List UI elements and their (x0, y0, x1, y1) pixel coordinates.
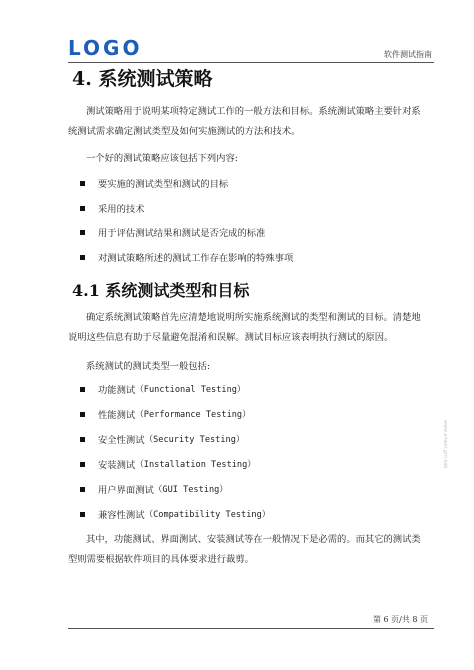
list-item (80, 457, 256, 471)
list-item (80, 407, 251, 421)
list-item-text: 采用的技术 (98, 204, 145, 215)
section-paragraph: 测试策略用于说明某项特定测试工作的一般方法和目标。系统测试策略主要针对系统测试需求确定测试类型及如何实施测试的方法和技术。 (68, 106, 421, 137)
test-type-name: 安全性测试 (98, 435, 145, 446)
list-item (80, 482, 228, 496)
page-header (68, 36, 434, 63)
list-item-text: 对测试策略所述的测试工作存在影响的特殊事项 (98, 253, 294, 264)
header-doc-title: 软件测试指南 (384, 50, 432, 59)
watermark: www.anwei.gm.kab (442, 420, 448, 469)
section-intro: 一个好的测试策略应该包括下列内容: (86, 153, 238, 164)
subsection-paragraph: 确定系统测试策略首先应清楚地说明所实施系统测试的类型和测试的目标。清楚地说明这些信息有助于尽量避免混淆和误解。测试目标应该表明执行测试的原因。 (68, 312, 421, 343)
test-type-english: （Security Testing） (144, 435, 245, 445)
list-item (80, 201, 145, 215)
bullet-icon (80, 255, 85, 260)
list-item (80, 250, 293, 264)
bullet-icon (80, 412, 85, 417)
test-type-english: （Installation Testing） (135, 460, 256, 470)
list-item (80, 225, 265, 239)
bullet-icon (80, 206, 85, 211)
subsection-title: 4.1 系统测试类型和目标 (72, 281, 250, 300)
test-type-name: 性能测试 (98, 410, 136, 421)
logo: LOGO (68, 36, 143, 60)
page-number: 第 6 页/共 8 页 (372, 615, 428, 624)
test-type-english: （Functional Testing） (135, 385, 246, 395)
bullet-icon (80, 181, 85, 186)
test-type-name: 功能测试 (98, 385, 136, 396)
list-item (80, 432, 244, 446)
bullet-icon (80, 230, 85, 235)
subsection-intro: 系统测试的测试类型一般包括: (86, 361, 210, 372)
test-type-name: 安装测试 (98, 460, 136, 471)
test-type-name: 用户界面测试 (98, 485, 154, 496)
test-type-english: （GUI Testing） (153, 485, 228, 495)
list-item (80, 507, 270, 521)
bullet-icon (80, 487, 85, 492)
bullet-icon (80, 512, 85, 517)
test-type-english: （Compatibility Testing） (144, 510, 271, 520)
list-item (80, 382, 246, 396)
list-item-text: 要实施的测试类型和测试的目标 (98, 179, 229, 190)
section-title: 4. 系统测试策略 (72, 68, 213, 90)
list-item-text: 用于评估测试结果和测试是否完成的标准 (98, 228, 266, 239)
list-item (80, 176, 228, 190)
test-type-english: （Performance Testing） (135, 410, 251, 420)
bullet-icon (80, 387, 85, 392)
test-type-name: 兼容性测试 (98, 510, 145, 521)
bullet-icon (80, 462, 85, 467)
bullet-icon (80, 437, 85, 442)
page-footer (68, 614, 434, 629)
subsection-closing-paragraph: 其中，功能测试、界面测试、安装测试等在一般情况下是必需的。而其它的测试类型则需要根据软件项目的具体要求进行裁剪。 (68, 534, 421, 565)
